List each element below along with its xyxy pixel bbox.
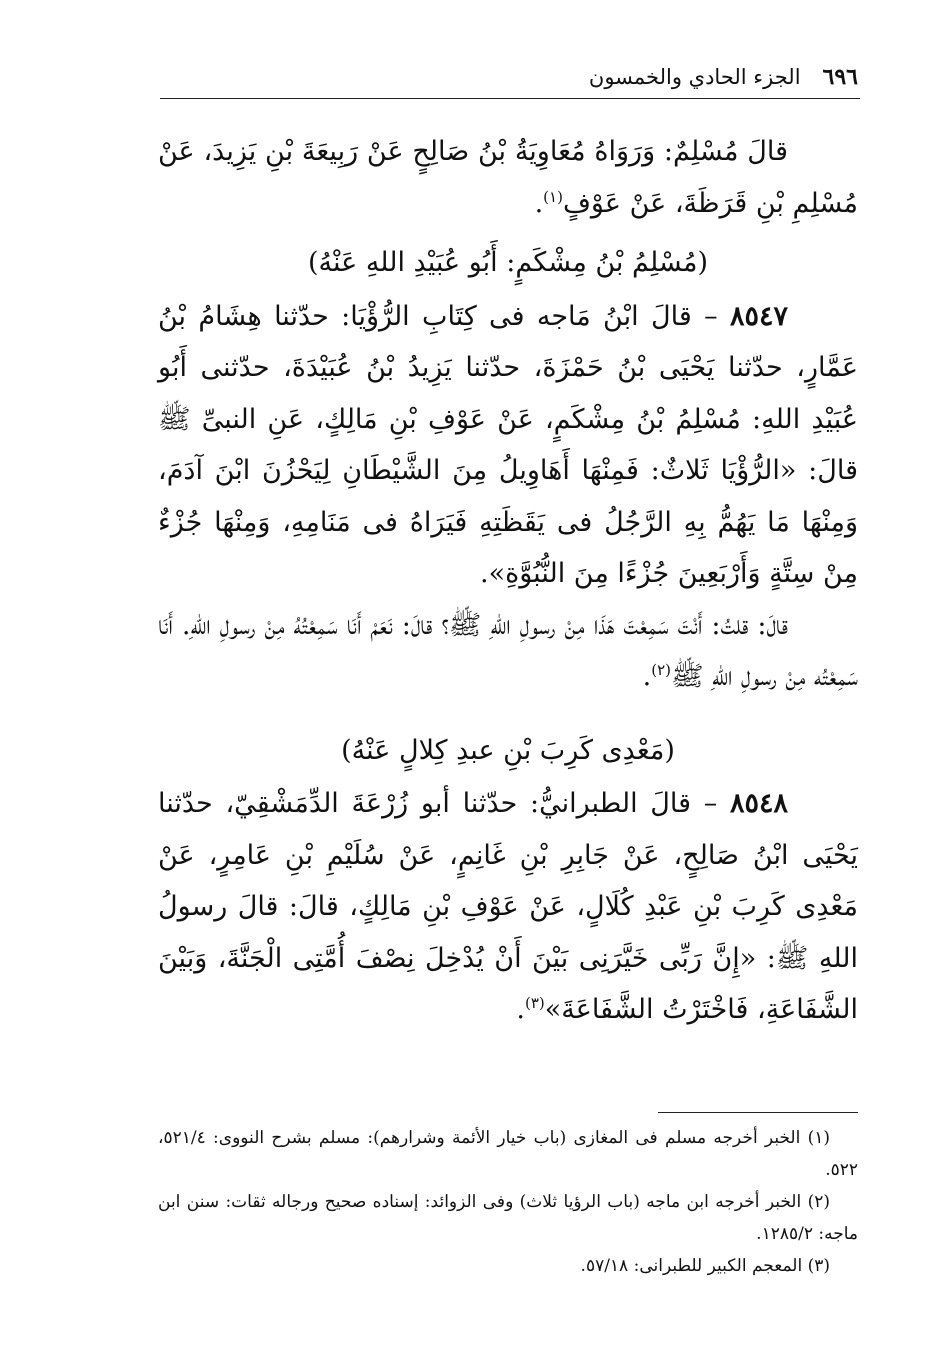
footnotes	[158, 1122, 858, 1282]
header-divider	[160, 98, 860, 99]
footnote-ref-2: (٢)	[651, 661, 671, 679]
hadith-number-8547: ٨٥٤٧	[729, 300, 788, 332]
hadith-8547-question-text: قالَ: قلتُ: أَنْتَ سَمِعْتَ هَذَا مِنْ رسولِ اللهِ ﷺ؟ قالَ: نَعَمْ أَنَا سَمِعْتُهُ مِنْ رسولِ اللهِ. أَنَا سَمِعْتُه مِنْ رسولِ اللهِ ﷺ	[158, 609, 858, 692]
footnote-ref-1: (١)	[543, 187, 563, 206]
footnote-1: (١) الخبر أخرجه مسلم فى المغازى (باب خيار الأئمة وشرارهم): مسلم بشرح النووى: ٥٢١/٤، ٥٢٢.	[158, 1128, 858, 1180]
part-title: الجزء الحادي والخمسون	[588, 65, 801, 89]
intro-end: .	[534, 187, 544, 219]
footnote-2: (٢) الخبر أخرجه ابن ماجه (باب الرؤيا ثلاث) وفى الزوائد: إسناده صحيح ورجاله ثقات: سنن ابن ماجه: ١٢٨٥/٢.	[158, 1192, 858, 1244]
footnote-divider	[658, 1112, 858, 1113]
main-text	[158, 126, 858, 1036]
page-header	[158, 58, 858, 96]
hadith-8548	[158, 778, 858, 1036]
hadith-8547-question	[158, 600, 858, 703]
footnote-3: (٣) المعجم الكبير للطبرانى: ٥٧/١٨.	[580, 1256, 830, 1276]
page-number: ٦٩٦	[822, 64, 858, 90]
hadith-8547-question-end: .	[642, 661, 652, 692]
section-heading-muslim: (مُسْلِمُ بْنُ مِشْكَمٍ: أَبُو عُبَيْدِ اللهِ عَنْهُ)	[307, 247, 709, 278]
section-heading-madi-karib: (مَعْدِى كَرِبَ بْنِ عبدِ كِلالٍ عَنْهُ)	[341, 734, 675, 766]
hadith-number-8548: ٨٥٤٨	[729, 788, 788, 819]
intro-text: قالَ مُسْلِمٌ: وَرَوَاهُ مُعَاوِيَةُ بْنُ صَالِحٍ عَنْ رَبِيعَةَ بْنِ يَزِيدَ، عَنْ مُسْلِمِ بْنِ قَرَظَةَ، عَنْ عَوْفٍ	[158, 136, 858, 219]
hadith-8547-text: – قالَ ابْنُ مَاجه فى كِتَابِ الرُّؤْيَا: حدّثنا هِشَامُ بْنُ عَمَّارٍ، حدّثنا يَحْيَى بْنُ حَمْزَةَ، حدّثنا يَزِيدُ بْنُ عُبَيْدَةَ، حدّثنى أَبُو عُبَيْدِ اللهِ: مُسْلِمُ بْنُ مِشْكَمٍ، عَنْ عَوْفِ بْنِ مَالِكٍ، عَنِ النبىِّ ﷺ قالَ: «الرُّؤْيَا ثَلاثٌ: فَمِنْهَا أَهَاوِيلُ مِنَ الشَّيْطَانِ لِيَحْزُنَ ابْنَ آدَمَ، وَمِنْهَا مَا يَهُمُّ بِهِ الرَّجُلُ فى يَقَظَتِهِ فَيَرَاهُ فى مَنَامِهِ، وَمِنْهَا جُزْءٌ مِنْ سِتَّةٍ وَأَرْبَعِينَ جُزْءًا مِنَ النُّبُوَّةِ».	[158, 300, 858, 589]
intro-paragraph	[158, 126, 858, 229]
footnote-ref-3: (٣)	[524, 994, 545, 1012]
hadith-8548-end: .	[516, 994, 525, 1025]
hadith-8548-text: – قالَ الطبرانيُّ: حدّثنا أبو زُرْعَةَ الدِّمَشْقِيّ، حدّثنا يَحْيَى ابْنُ صَالِحٍ، عَنْ جَابِرِ بْنِ غَانِمٍ، عَنْ سُلَيْمِ بْنِ عَامِرٍ، عَنْ مَعْدِى كَرِبَ بْنِ عَبْدِ كُلَالٍ، عَنْ عَوْفِ بْنِ مَالِكٍ، قالَ: قالَ رسولُ اللهِ ﷺ: «إِنَّ رَبِّى خَيَّرَنِى بَيْنَ أَنْ يُدْخِلَ نِصْفَ أُمَّتِى الْجَنَّةَ، وَبَيْنَ الشَّفَاعَةِ، فَاخْتَرْتُ الشَّفَاعَةَ»	[158, 788, 858, 1025]
hadith-8547	[158, 291, 858, 600]
